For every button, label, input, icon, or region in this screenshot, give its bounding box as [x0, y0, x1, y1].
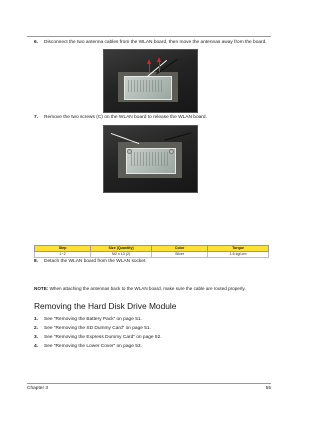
step-number: 3. [34, 335, 39, 340]
footer-page-number: 55 [265, 386, 271, 391]
arrow-shaft [149, 64, 150, 74]
table-row [35, 252, 269, 258]
section-step-4 [34, 344, 142, 350]
step-6 [34, 40, 267, 46]
bottom-divider [27, 383, 271, 384]
table-cell: Silver [151, 252, 207, 258]
note-label: NOTE: [34, 286, 49, 291]
step-link[interactable]: See “Removing the Battery Pack” on page 51. [44, 317, 142, 322]
footer-chapter: Chapter 3 [27, 386, 49, 391]
screw-table [34, 245, 269, 258]
top-divider [27, 36, 271, 37]
screw-removal-photo [103, 125, 198, 193]
up-arrow-icon [157, 57, 161, 62]
antenna-cable-black [164, 132, 191, 140]
screw-icon [169, 149, 174, 154]
step-text: Disconnect the two antenna cables from the WLAN board, then move the antennas away from the board. [44, 40, 267, 45]
table-cell: M2 x L3 (2) [91, 252, 152, 258]
step-number: 6. [34, 40, 39, 45]
column-header: Size (Quantity) [91, 246, 152, 252]
note [34, 286, 246, 292]
board-traces [131, 152, 169, 166]
step-text: Remove the two screws (C) on the WLAN board to release the WLAN board. [44, 115, 207, 120]
screw-icon [127, 149, 132, 154]
step-number: 7. [34, 115, 39, 120]
column-header: Step [35, 246, 91, 252]
step-number: 8. [34, 259, 39, 264]
step-7 [34, 115, 207, 121]
board-traces [128, 80, 164, 92]
step-text: Detach the WLAN board from the WLAN socket. [44, 259, 147, 264]
table-cell: 1~2 [35, 252, 91, 258]
column-header: Color [151, 246, 207, 252]
arrow-shaft [159, 62, 160, 72]
note-text: When attaching the antennas back to the WLAN board, make sure the cable are routed properly. [49, 286, 246, 291]
step-link[interactable]: See “Removing the Express Dummy Card” on page 52. [44, 335, 162, 340]
up-arrow-icon [147, 59, 151, 64]
section-step-3 [34, 335, 162, 341]
step-number: 4. [34, 344, 39, 349]
step-8 [34, 259, 147, 265]
step-number: 1. [34, 317, 39, 322]
section-step-1 [34, 317, 142, 323]
antenna-disconnect-photo [103, 49, 198, 113]
step-number: 2. [34, 326, 39, 331]
table-cell: 1.6 kgf-cm [208, 252, 269, 258]
step-link[interactable]: See “Removing the Lower Cover” on page 53. [44, 344, 142, 349]
section-title: Removing the Hard Disk Drive Module [34, 301, 177, 311]
column-header: Torque [208, 246, 269, 252]
section-step-2 [34, 326, 151, 332]
step-link[interactable]: See “Removing the SD Dummy Card” on page 51. [44, 326, 151, 331]
